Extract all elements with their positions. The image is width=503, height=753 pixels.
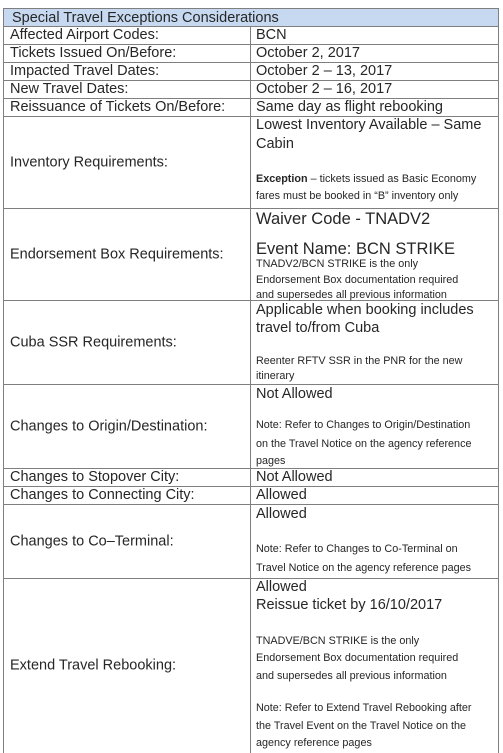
- table-row: [3, 505, 499, 579]
- table-row: [3, 469, 499, 487]
- row-value-line: Allowed: [256, 579, 307, 595]
- row-label-cell: [4, 99, 251, 116]
- exception-text: – tickets issued as Basic Economy: [307, 173, 477, 185]
- row-note-line: Note: Refer to Extend Travel Rebooking after: [256, 702, 472, 714]
- table-row: [3, 117, 499, 209]
- row-value-cell: [251, 27, 498, 44]
- row-value: October 2 – 13, 2017: [256, 63, 393, 79]
- row-value: October 2 – 16, 2017: [256, 81, 393, 97]
- row-label: Endorsement Box Requirements:: [10, 246, 224, 262]
- row-value-line: Event Name: BCN STRIKE: [256, 240, 455, 258]
- row-label-cell: [4, 27, 251, 44]
- row-value-cell: [251, 81, 498, 98]
- row-label: Changes to Stopover City:: [10, 469, 180, 485]
- table-row: [3, 579, 499, 753]
- row-note-line: and supersedes all previous information: [256, 289, 447, 301]
- row-label-cell: [4, 385, 251, 468]
- row-label-cell: [4, 505, 251, 578]
- row-value-cell: [251, 99, 498, 116]
- row-note-line: and supersedes all previous information: [256, 670, 447, 682]
- row-label-cell: [4, 209, 251, 300]
- table-row: [3, 209, 499, 301]
- row-label: Reissuance of Tickets On/Before:: [10, 99, 226, 115]
- row-note-line: Note: Refer to Changes to Origin/Destination: [256, 419, 471, 431]
- row-note-line: Note: Refer to Changes to Co-Terminal on: [256, 543, 458, 555]
- row-label: Changes to Connecting City:: [10, 487, 195, 503]
- row-label-cell: [4, 81, 251, 98]
- row-value-cell: [251, 505, 498, 578]
- row-note-line: fares must be booked in “B” inventory only: [256, 190, 459, 202]
- row-note-line: [256, 171, 494, 189]
- row-note-line: the Travel Event on the Travel Notice on the: [256, 720, 467, 732]
- row-label: Cuba SSR Requirements:: [10, 334, 177, 350]
- row-value-cell: [251, 385, 498, 468]
- table-row: [3, 301, 499, 385]
- row-note-line: Endorsement Box documentation required: [256, 274, 459, 286]
- row-value-line: Cabin: [256, 136, 294, 152]
- row-note-line: itinerary: [256, 370, 295, 382]
- row-value-line: Applicable when booking includes: [256, 302, 474, 318]
- row-label: Affected Airport Codes:: [10, 27, 159, 43]
- row-label: Extend Travel Rebooking:: [10, 657, 177, 674]
- row-label: Tickets Issued On/Before:: [10, 45, 177, 61]
- row-value-cell: [251, 209, 498, 300]
- row-value-line: Waiver Code - TNADV2: [256, 210, 431, 228]
- row-value-cell: [251, 579, 498, 753]
- row-value-cell: [251, 301, 498, 384]
- table-row: [3, 487, 499, 505]
- table-header-title: Special Travel Exceptions Considerations: [12, 10, 279, 26]
- row-label-cell: [4, 63, 251, 80]
- row-value: Not Allowed: [256, 469, 333, 485]
- row-note-line: Travel Notice on the agency reference pages: [256, 562, 472, 574]
- table-row: [3, 385, 499, 469]
- row-value-line: Reissue ticket by 16/10/2017: [256, 597, 443, 613]
- row-label-cell: [4, 301, 251, 384]
- row-value-cell: [251, 45, 498, 62]
- row-note-line: Reenter RFTV SSR in the PNR for the new: [256, 355, 463, 367]
- row-label-cell: [4, 45, 251, 62]
- travel-exceptions-table: [3, 8, 499, 752]
- row-value: BCN: [256, 27, 287, 43]
- row-value: Same day as flight rebooking: [256, 99, 443, 115]
- row-label: Changes to Origin/Destination:: [10, 418, 208, 434]
- row-value: Allowed: [256, 506, 307, 522]
- row-label: Changes to Co–Terminal:: [10, 533, 174, 549]
- row-label: Impacted Travel Dates:: [10, 63, 160, 79]
- exception-label: Exception: [256, 173, 308, 185]
- table-row: [3, 27, 499, 45]
- row-label-cell: [4, 579, 251, 753]
- table-row: [3, 45, 499, 63]
- row-value: Not Allowed: [256, 386, 333, 402]
- table-row: [3, 81, 499, 99]
- row-value-cell: [251, 469, 498, 486]
- row-value-cell: [251, 487, 498, 504]
- row-note-line: pages: [256, 455, 286, 467]
- row-value-line: Lowest Inventory Available – Same: [256, 117, 482, 133]
- row-note-line: Endorsement Box documentation required: [256, 652, 459, 664]
- row-label-cell: [4, 487, 251, 504]
- row-label-cell: [4, 469, 251, 486]
- row-value: October 2, 2017: [256, 45, 360, 61]
- row-note-line: agency reference pages: [256, 737, 372, 749]
- row-note-line: on the Travel Notice on the agency reference: [256, 438, 472, 450]
- row-value-line: travel to/from Cuba: [256, 320, 380, 336]
- table-header-row: [3, 9, 499, 27]
- row-value-cell: [251, 63, 498, 80]
- table-row: [3, 63, 499, 81]
- table-row: [3, 99, 499, 117]
- row-label: Inventory Requirements:: [10, 154, 168, 170]
- row-label: New Travel Dates:: [10, 81, 129, 97]
- row-label-cell: [4, 117, 251, 208]
- row-note-line: TNADV2/BCN STRIKE is the only: [256, 258, 419, 270]
- row-value-cell: [251, 117, 498, 208]
- row-note-line: TNADVE/BCN STRIKE is the only: [256, 635, 420, 647]
- row-value: Allowed: [256, 487, 307, 503]
